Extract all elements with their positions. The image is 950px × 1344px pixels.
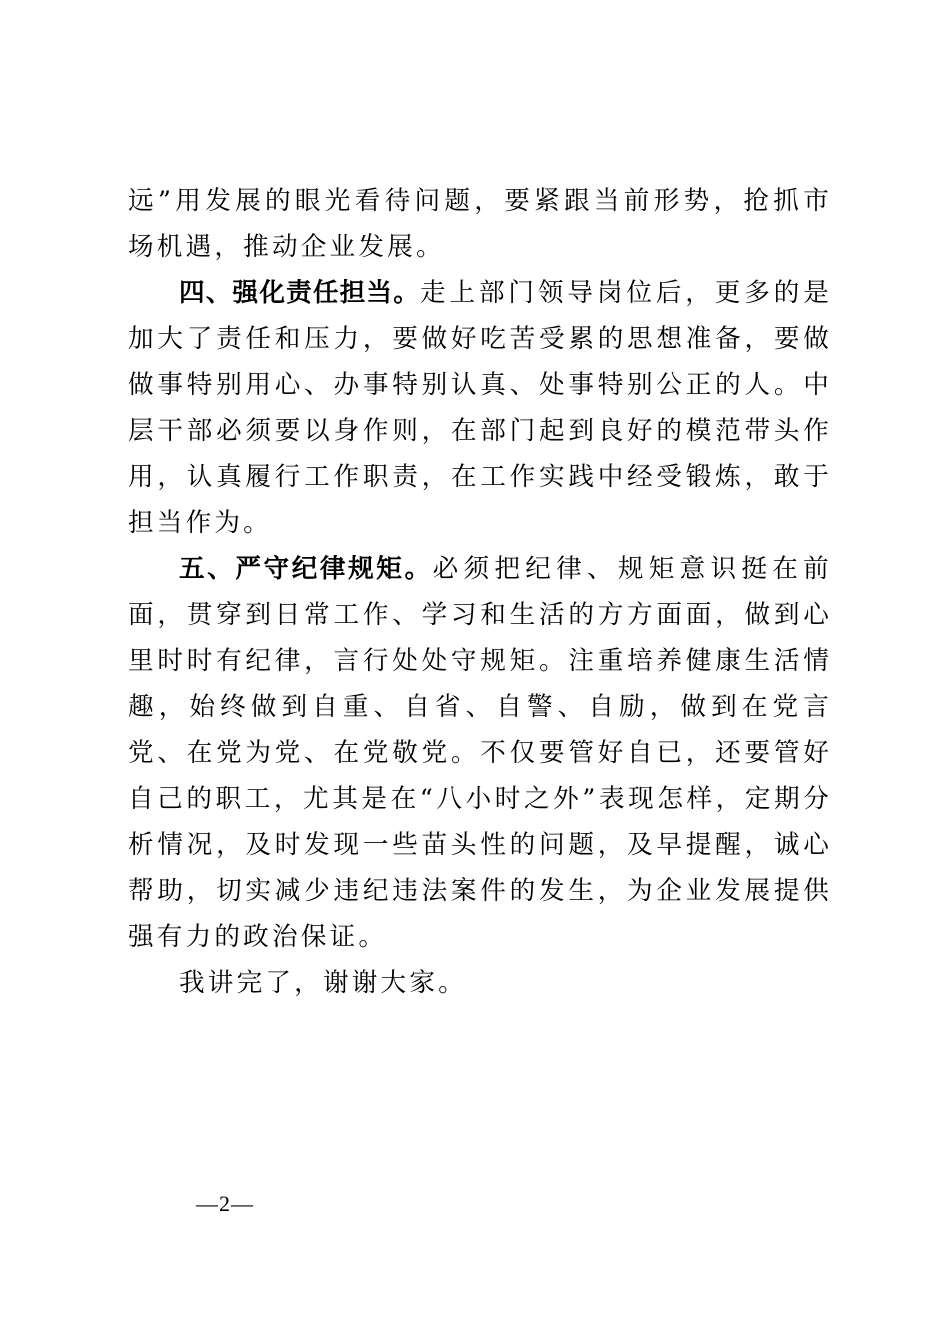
section-heading: 四、强化责任担当。 (179, 278, 420, 308)
paragraph-closing (128, 960, 832, 1006)
paragraph-continuation (128, 178, 832, 270)
paragraph-text: 走上部门领导岗位后，更多的是加大了责任和压力，要做好吃苦受累的思想准备，要做做事特别用心、办事特别认真、处事特别公正的人。中层干部必须要以身作则，在部门起到良好的模范带头作用，认真履行工作职责，在工作实践中经受锻炼，敢于担当作为。 (128, 278, 832, 538)
paragraph-text: 我讲完了，谢谢大家。 (179, 968, 467, 998)
paragraph-section-five (128, 546, 832, 960)
section-heading: 五、严守纪律规矩。 (179, 554, 433, 584)
paragraph-text: 远”用发展的眼光看待问题，要紧跟当前形势，抢抓市场机遇，推动企业发展。 (128, 186, 832, 262)
paragraph-text: 必须把纪律、规矩意识挺在前面，贯穿到日常工作、学习和生活的方方面面，做到心里时时有纪律，言行处处守规矩。注重培养健康生活情趣，始终做到自重、自省、自警、自励，做到在党言党、在党为党、在党敬党。不仅要管好自已，还要管好自己的职工，尤其是在“八小时之外”表现怎样，定期分析情况，及时发现一些苗头性的问题，及早提醒，诚心帮助，切实减少违纪违法案件的发生，为企业发展提供强有力的政治保证。 (128, 554, 832, 952)
document-page (128, 178, 832, 1006)
paragraph-section-four (128, 270, 832, 546)
page-number: —2— (196, 1191, 254, 1216)
